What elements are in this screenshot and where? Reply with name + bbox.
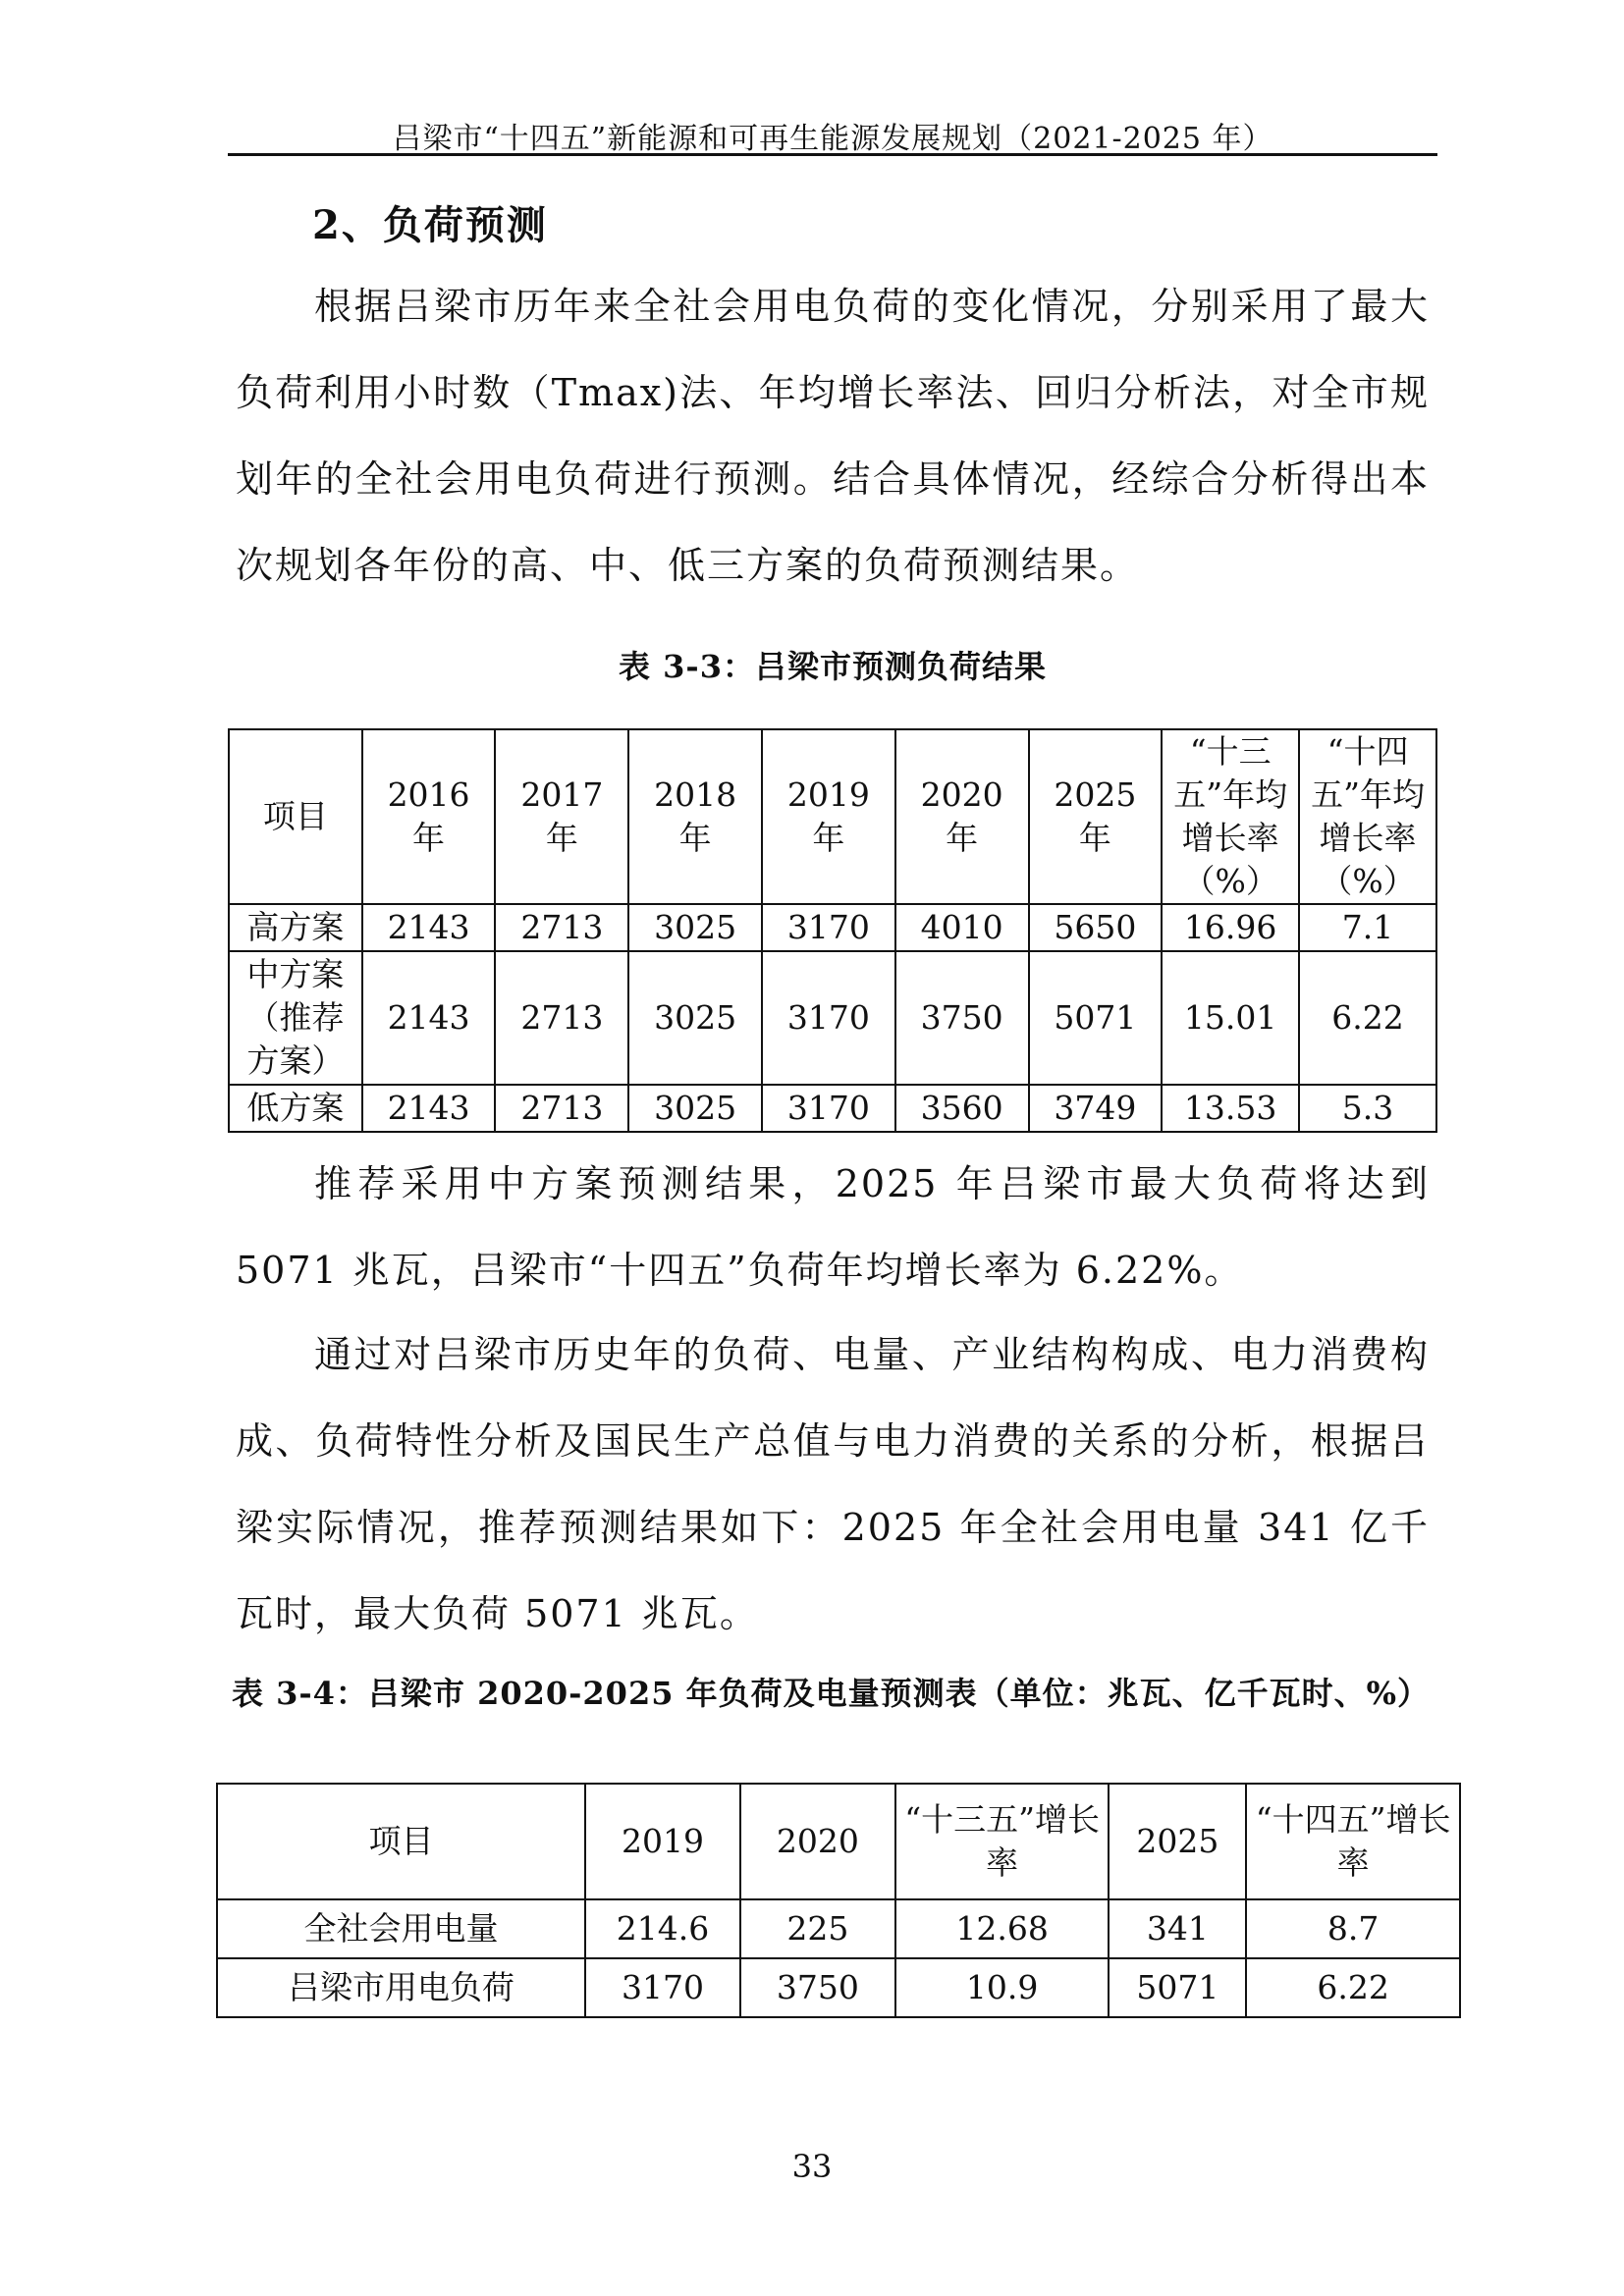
table-cell: 10.9 (895, 1958, 1110, 2017)
table-cell: 15.01 (1162, 951, 1299, 1085)
header-cell: 2017 年 (495, 729, 628, 904)
header-cell: “十三五”增长率 (895, 1784, 1110, 1899)
header-cell: 2019 年 (762, 729, 895, 904)
paragraph-forecast-summary: 通过对吕梁市历史年的负荷、电量、产业结构构成、电力消费构成、负荷特性分析及国民生产总值与电力消费的关系的分析，根据吕梁实际情况，推荐预测结果如下：2025 年全社会用电量 341 亿千瓦时，最大负荷 5071 兆瓦。 (236, 1333, 1430, 1635)
header-cell: “十三五”年均增长率（%） (1162, 729, 1299, 904)
table-row (229, 951, 1436, 1085)
table-cell: 214.6 (585, 1899, 740, 1958)
header-cell: 2025 年 (1029, 729, 1163, 904)
table-caption-3-4: 表 3-4：吕梁市 2020-2025 年负荷及电量预测表（单位：兆瓦、亿千瓦时、%） (231, 1675, 1431, 1712)
table-cell: 8.7 (1246, 1899, 1460, 1958)
table-row (217, 1899, 1460, 1958)
table-cell: 吕梁市用电负荷 (217, 1958, 585, 2017)
table-row (229, 1085, 1436, 1132)
table-cell: 3749 (1029, 1085, 1163, 1132)
table-cell: 3025 (628, 904, 762, 951)
table-cell: 2143 (362, 1085, 496, 1132)
table-header-row (217, 1784, 1460, 1899)
header-cell: 项目 (217, 1784, 585, 1899)
paragraph-load-forecast-method: 根据吕梁市历年来全社会用电负荷的变化情况，分别采用了最大负荷利用小时数（Tmax)法、年均增长率法、回归分析法，对全市规划年的全社会用电负荷进行预测。结合具体情况，经综合分析得出本次规划各年份的高、中、低三方案的负荷预测结果。 (236, 285, 1430, 587)
table-cell: 5071 (1029, 951, 1163, 1085)
table-row (217, 1958, 1460, 2017)
table-cell: 341 (1109, 1899, 1246, 1958)
header-cell: 2018 年 (628, 729, 762, 904)
table-cell: 12.68 (895, 1899, 1110, 1958)
table-cell: 7.1 (1299, 904, 1436, 951)
table-cell: 3170 (762, 1085, 895, 1132)
header-cell: 2020 (740, 1784, 895, 1899)
header-cell: 2020 年 (895, 729, 1029, 904)
header-cell: 项目 (229, 729, 362, 904)
table-cell: 3560 (895, 1085, 1029, 1132)
paragraph-recommended-scheme: 推荐采用中方案预测结果，2025 年吕梁市最大负荷将达到 5071 兆瓦，吕梁市“十四五”负荷年均增长率为 6.22%。 (236, 1162, 1430, 1292)
header-cell: “十四五”增长率 (1246, 1784, 1460, 1899)
header-cell: 2025 (1109, 1784, 1246, 1899)
running-header: 吕梁市“十四五”新能源和可再生能源发展规划（2021-2025 年） (392, 122, 1273, 156)
table-cell: 高方案 (229, 904, 362, 951)
table-cell: 3170 (762, 904, 895, 951)
header-rule (228, 153, 1437, 156)
header-cell: 2019 (585, 1784, 740, 1899)
table-cell: 6.22 (1299, 951, 1436, 1085)
table-header-row (229, 729, 1436, 904)
load-and-consumption-table (216, 1783, 1461, 2018)
table-cell: 5071 (1109, 1958, 1246, 2017)
table-cell: 3750 (895, 951, 1029, 1085)
table-cell: 225 (740, 1899, 895, 1958)
table-cell: 2713 (495, 1085, 628, 1132)
table-cell: 低方案 (229, 1085, 362, 1132)
table-cell: 3750 (740, 1958, 895, 2017)
table-cell: 13.53 (1162, 1085, 1299, 1132)
table-cell: 5650 (1029, 904, 1163, 951)
table-cell: 2713 (495, 951, 628, 1085)
page-number: 33 (791, 2148, 833, 2185)
table-cell: 3025 (628, 951, 762, 1085)
table-cell: 全社会用电量 (217, 1899, 585, 1958)
section-title: 2、负荷预测 (312, 202, 548, 248)
table-cell: 4010 (895, 904, 1029, 951)
table-cell: 6.22 (1246, 1958, 1460, 2017)
table-caption-3-3: 表 3-3：吕梁市预测负荷结果 (619, 648, 1047, 685)
table-cell: 2143 (362, 904, 496, 951)
load-forecast-table (228, 728, 1437, 1133)
table-cell: 2713 (495, 904, 628, 951)
header-cell: “十四五”年均增长率（%） (1299, 729, 1436, 904)
table-cell: 2143 (362, 951, 496, 1085)
header-cell: 2016 年 (362, 729, 496, 904)
table-cell: 16.96 (1162, 904, 1299, 951)
table-cell: 中方案（推荐方案） (229, 951, 362, 1085)
table-cell: 3170 (762, 951, 895, 1085)
table-cell: 5.3 (1299, 1085, 1436, 1132)
table-row (229, 904, 1436, 951)
table-cell: 3025 (628, 1085, 762, 1132)
table-cell: 3170 (585, 1958, 740, 2017)
